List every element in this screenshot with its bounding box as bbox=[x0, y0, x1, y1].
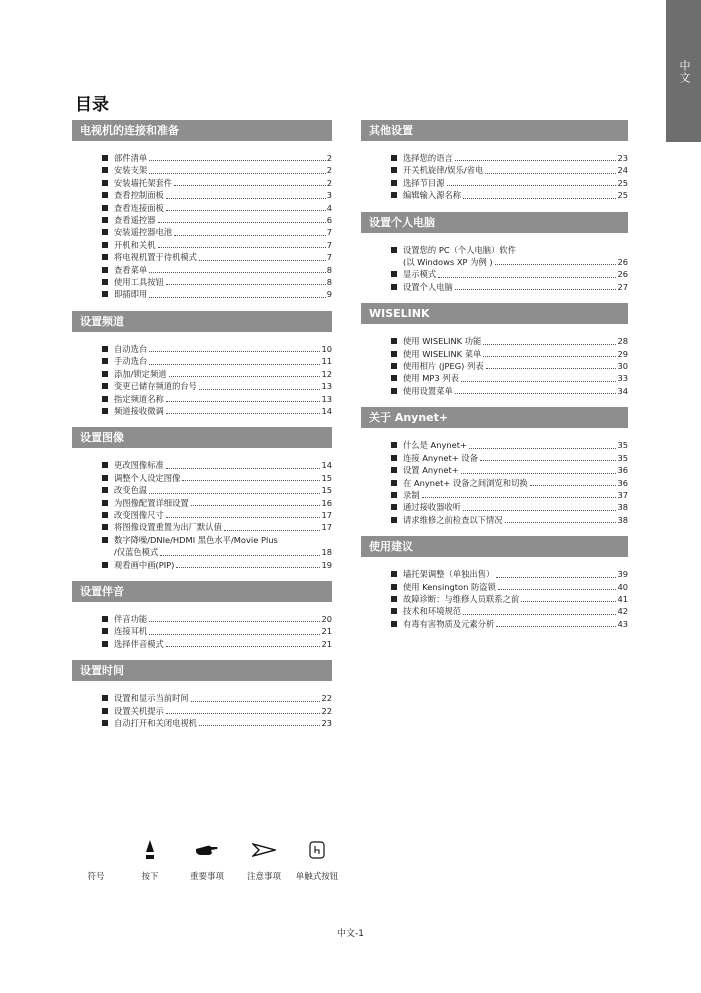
dot-leader bbox=[166, 210, 326, 211]
toc-entry-label: 自动选台 bbox=[114, 343, 148, 354]
dot-leader bbox=[149, 297, 326, 298]
toc-entry-page: 4 bbox=[326, 202, 332, 213]
toc-entry bbox=[391, 335, 628, 347]
dot-leader bbox=[530, 485, 617, 486]
dot-leader bbox=[463, 198, 616, 199]
toc-section bbox=[361, 303, 628, 397]
toc-entry-page: 8 bbox=[326, 264, 332, 275]
toc-entry bbox=[102, 459, 332, 471]
toc-entry bbox=[102, 355, 332, 367]
toc-section bbox=[72, 581, 332, 650]
dot-leader bbox=[199, 260, 326, 261]
toc-entry bbox=[102, 239, 332, 251]
dot-leader bbox=[191, 701, 321, 702]
toc-entry-label: 显示模式 bbox=[403, 269, 437, 280]
important-icon bbox=[182, 838, 232, 862]
toc-entry-label: 选择节目源 bbox=[403, 177, 445, 188]
toc-entry bbox=[102, 484, 332, 496]
toc-section bbox=[72, 120, 332, 301]
legend-item-one-touch bbox=[286, 838, 348, 882]
dot-leader bbox=[182, 480, 320, 481]
dot-leader bbox=[158, 222, 326, 223]
toc-entry-label: 开关机旋律/娱乐/省电 bbox=[403, 165, 484, 176]
toc-entry-page: 28 bbox=[617, 336, 628, 347]
toc-section bbox=[361, 407, 628, 526]
dot-leader bbox=[166, 713, 321, 714]
toc-entry bbox=[102, 251, 332, 263]
legend-item-note bbox=[238, 838, 290, 882]
toc-entry-list bbox=[72, 459, 332, 571]
dot-leader bbox=[505, 522, 617, 523]
dot-leader bbox=[149, 493, 320, 494]
dot-leader bbox=[447, 185, 617, 186]
dot-leader bbox=[166, 413, 321, 414]
toc-entry bbox=[102, 509, 332, 521]
dot-leader bbox=[495, 264, 617, 265]
toc-entry-page: 21 bbox=[321, 626, 332, 637]
toc-entry-page: 3 bbox=[326, 190, 332, 201]
toc-entry bbox=[391, 618, 628, 630]
toc-entry bbox=[391, 605, 628, 617]
toc-entry-page: 8 bbox=[326, 277, 332, 288]
dot-leader bbox=[166, 401, 321, 402]
symbol-legend bbox=[78, 838, 348, 888]
toc-entry-label: 设置个人电脑 bbox=[403, 281, 453, 292]
toc-entry bbox=[102, 264, 332, 276]
note-icon bbox=[238, 838, 290, 862]
toc-entry-list bbox=[361, 152, 628, 202]
toc-entry-label: 故障诊断：与维修人员联系之前 bbox=[403, 593, 520, 604]
toc-entry bbox=[102, 705, 332, 717]
toc-entry-label: 设置关机提示 bbox=[114, 705, 164, 716]
toc-entry bbox=[391, 439, 628, 451]
toc-entry bbox=[102, 380, 332, 392]
dot-leader bbox=[469, 448, 616, 449]
toc-entry-label: 开机和关机 bbox=[114, 239, 156, 250]
toc-entry-page: 21 bbox=[321, 638, 332, 649]
toc-entry-list bbox=[72, 343, 332, 417]
toc-entry bbox=[102, 189, 332, 201]
toc-entry-label: 使用 Kensington 防盗锁 bbox=[403, 581, 496, 592]
toc-entry-page: 38 bbox=[617, 514, 628, 525]
toc-entry bbox=[102, 613, 332, 625]
toc-entry-page: 39 bbox=[617, 569, 628, 580]
dot-leader bbox=[461, 473, 617, 474]
one-touch-button-icon bbox=[286, 838, 348, 862]
dot-leader bbox=[169, 376, 321, 377]
toc-entry-label: 观看画中画(PIP) bbox=[114, 559, 175, 570]
toc-entry-label: 部件清单 bbox=[114, 153, 148, 163]
toc-entry bbox=[102, 625, 332, 637]
toc-entry-page: 7 bbox=[326, 227, 332, 238]
toc-entry-page: 36 bbox=[617, 477, 628, 488]
toc-entry-page: 17 bbox=[321, 509, 332, 520]
toc-section bbox=[361, 536, 628, 630]
toc-entry bbox=[391, 348, 628, 360]
toc-entry-page: 41 bbox=[617, 593, 628, 604]
section-header: 设置时间 bbox=[72, 660, 332, 681]
toc-entry-label: 连接耳机 bbox=[114, 626, 148, 637]
toc-entry-page: 35 bbox=[617, 440, 628, 451]
dot-leader bbox=[483, 344, 616, 345]
toc-entry-page: 7 bbox=[326, 239, 332, 250]
toc-entry bbox=[391, 189, 628, 201]
section-header: 设置伴音 bbox=[72, 581, 332, 602]
toc-entry-label: 即插即用 bbox=[114, 289, 148, 300]
toc-entry-page: 26 bbox=[617, 269, 628, 280]
toc-entry-label: 设置和显示当前时间 bbox=[114, 693, 189, 704]
toc-entry-label: 将电视机置于待机模式 bbox=[114, 252, 197, 263]
toc-entry bbox=[391, 489, 628, 501]
dot-leader bbox=[224, 530, 321, 531]
toc-section bbox=[72, 427, 332, 571]
toc-entry bbox=[391, 477, 628, 489]
dot-leader bbox=[176, 567, 320, 568]
toc-entry-page: 13 bbox=[321, 381, 332, 392]
dot-leader bbox=[455, 160, 617, 161]
toc-entry bbox=[391, 152, 628, 164]
legend-symbol-label: 符号 bbox=[87, 872, 105, 882]
toc-entry-page: 24 bbox=[617, 165, 628, 176]
toc-entry-label: 改变色温 bbox=[114, 485, 148, 496]
toc-entry-page: 37 bbox=[617, 489, 628, 500]
toc-entry-list bbox=[72, 152, 332, 301]
dot-leader bbox=[480, 460, 617, 461]
toc-entry-page: 26 bbox=[617, 257, 628, 268]
toc-entry-label: 变更已储存频道的台号 bbox=[114, 381, 197, 392]
toc-entry bbox=[102, 692, 332, 704]
toc-entry-page: 35 bbox=[617, 452, 628, 463]
toc-entry-page: 40 bbox=[617, 581, 628, 592]
dot-leader bbox=[463, 510, 616, 511]
section-header: 设置个人电脑 bbox=[361, 212, 628, 233]
toc-entry-page: 2 bbox=[326, 177, 332, 188]
toc-entry-label: 选择您的语言 bbox=[403, 153, 453, 163]
toc-left-column bbox=[72, 120, 332, 739]
language-tab bbox=[666, 0, 701, 142]
toc-entry bbox=[102, 521, 332, 533]
language-tab-label: 中文 bbox=[678, 60, 691, 84]
dot-leader bbox=[496, 626, 616, 627]
toc-entry-label: 使用 WISELINK 菜单 bbox=[403, 348, 482, 359]
toc-entry bbox=[102, 202, 332, 214]
toc-entry bbox=[102, 559, 332, 571]
toc-entry bbox=[102, 226, 332, 238]
toc-entry bbox=[391, 164, 628, 176]
toc-entry-page: 25 bbox=[617, 190, 628, 201]
dot-leader bbox=[166, 517, 321, 518]
toc-entry bbox=[391, 452, 628, 464]
toc-section bbox=[361, 120, 628, 202]
dot-leader bbox=[174, 185, 326, 186]
toc-entry bbox=[391, 593, 628, 605]
toc-entry-label: 查看连接面板 bbox=[114, 202, 164, 213]
section-header: 其他设置 bbox=[361, 120, 628, 141]
dot-leader bbox=[521, 601, 616, 602]
toc-entry-page: 9 bbox=[326, 289, 332, 300]
dot-leader bbox=[422, 497, 617, 498]
legend-label: 单触式按钮 bbox=[295, 872, 339, 882]
toc-entry-page: 29 bbox=[617, 348, 628, 359]
toc-entry-label: 伴音功能 bbox=[114, 613, 148, 624]
toc-entry-label: 添加/锁定频道 bbox=[114, 368, 167, 379]
dot-leader bbox=[199, 389, 320, 390]
dot-leader bbox=[463, 614, 616, 615]
legend-label: 按下 bbox=[141, 872, 159, 882]
toc-entry-page: 13 bbox=[321, 393, 332, 404]
toc-entry-list bbox=[72, 692, 332, 729]
dot-leader bbox=[486, 368, 617, 369]
toc-entry-page: 22 bbox=[321, 693, 332, 704]
toc-entry-label: 自动打开和关闭电视机 bbox=[114, 718, 197, 728]
legend-item-important bbox=[182, 838, 232, 882]
legend-item-press bbox=[130, 838, 170, 882]
toc-entry-label: 查看菜单 bbox=[114, 264, 148, 275]
toc-entry bbox=[391, 244, 628, 269]
toc-entry-label: 设置您的 PC（个人电脑）软件 bbox=[403, 244, 516, 255]
dot-leader bbox=[191, 505, 321, 506]
page-number: 中文-1 bbox=[337, 929, 364, 939]
toc-entry-line bbox=[114, 546, 332, 558]
section-header: 电视机的连接和准备 bbox=[72, 120, 332, 141]
toc-right-column bbox=[361, 120, 628, 640]
toc-entry-label: 手动选台 bbox=[114, 356, 148, 367]
toc-entry-list bbox=[361, 439, 628, 526]
toc-entry-page: 36 bbox=[617, 465, 628, 476]
section-header: 关于 Anynet+ bbox=[361, 407, 628, 428]
toc-entry-label: 使用设置菜单 bbox=[403, 385, 453, 396]
toc-entry-page: 14 bbox=[321, 405, 332, 416]
toc-entry-label: 更改图像标准 bbox=[114, 460, 164, 471]
toc-entry-page: 15 bbox=[321, 472, 332, 483]
toc-entry-label: 使用相片 (JPEG) 列表 bbox=[403, 361, 484, 372]
toc-entry-label: 频道接收微调 bbox=[114, 405, 164, 416]
toc-entry-label: 有毒有害物质及元素分析 bbox=[403, 618, 495, 629]
toc-entry-page: 19 bbox=[321, 559, 332, 570]
dot-leader bbox=[149, 621, 320, 622]
dot-leader bbox=[438, 277, 616, 278]
legend-label: 注意事项 bbox=[246, 872, 281, 882]
toc-entry-page: 12 bbox=[321, 368, 332, 379]
legend-label: 重要事项 bbox=[189, 872, 224, 882]
toc-entry-page: 23 bbox=[617, 153, 628, 163]
toc-entry-list bbox=[361, 568, 628, 630]
toc-entry bbox=[102, 343, 332, 355]
dot-leader bbox=[166, 198, 326, 199]
toc-entry-page: 2 bbox=[326, 165, 332, 176]
page-title: 目录 bbox=[75, 95, 109, 115]
toc-entry bbox=[391, 581, 628, 593]
toc-entry-page: 22 bbox=[321, 705, 332, 716]
toc-entry bbox=[102, 214, 332, 226]
section-header: 使用建议 bbox=[361, 536, 628, 557]
toc-entry-label-cont: (以 Windows XP 为例 ) bbox=[403, 257, 493, 268]
toc-entry bbox=[102, 276, 332, 288]
toc-entry bbox=[391, 281, 628, 293]
dot-leader bbox=[166, 468, 321, 469]
section-header: 设置频道 bbox=[72, 311, 332, 332]
toc-entry-label: 连接 Anynet+ 设备 bbox=[403, 452, 478, 463]
toc-entry-label: 使用 WISELINK 功能 bbox=[403, 336, 482, 347]
dot-leader bbox=[483, 356, 616, 357]
toc-entry-label: 什么是 Anynet+ bbox=[403, 440, 467, 451]
toc-entry-label: 通过接收器收听 bbox=[403, 502, 462, 513]
toc-entry-label: 数字降噪/DNIe/HDMI 黑色水平/Movie Plus bbox=[114, 534, 278, 545]
toc-entry-label: 安装遥控器电池 bbox=[114, 227, 173, 238]
toc-entry bbox=[391, 268, 628, 280]
toc-entry bbox=[102, 534, 332, 559]
toc-entry-label: 将图像设置重置为出厂默认值 bbox=[114, 522, 222, 533]
toc-entry bbox=[102, 405, 332, 417]
toc-entry bbox=[391, 372, 628, 384]
toc-entry bbox=[102, 164, 332, 176]
toc-section bbox=[361, 212, 628, 294]
dot-leader bbox=[174, 235, 326, 236]
toc-entry-label: 查看控制面板 bbox=[114, 190, 164, 201]
toc-entry-page: 16 bbox=[321, 497, 332, 508]
toc-entry bbox=[102, 472, 332, 484]
toc-entry bbox=[391, 177, 628, 189]
toc-entry-label: 请求维修之前检查以下情况 bbox=[403, 514, 503, 525]
section-header: 设置图像 bbox=[72, 427, 332, 448]
toc-entry-label: 录制 bbox=[403, 489, 420, 500]
toc-entry-page: 30 bbox=[617, 361, 628, 372]
dot-leader bbox=[485, 173, 616, 174]
toc-entry bbox=[391, 568, 628, 580]
toc-entry-page: 10 bbox=[321, 343, 332, 354]
toc-entry-label: 指定频道名称 bbox=[114, 393, 164, 404]
toc-entry-page: 27 bbox=[617, 281, 628, 292]
toc-entry bbox=[102, 177, 332, 189]
toc-entry bbox=[102, 288, 332, 300]
toc-entry-page: 23 bbox=[321, 718, 332, 728]
dot-leader bbox=[199, 725, 320, 726]
dot-leader bbox=[158, 247, 326, 248]
toc-entry-page: 25 bbox=[617, 177, 628, 188]
toc-entry-page: 17 bbox=[321, 522, 332, 533]
press-icon bbox=[130, 838, 170, 862]
toc-entry-label: 为图像配置详细设置 bbox=[114, 497, 189, 508]
toc-entry-page: 42 bbox=[617, 606, 628, 617]
toc-entry-label: 墙托架调整（单独出售） bbox=[403, 569, 495, 580]
toc-section bbox=[72, 660, 332, 729]
toc-entry-page: 34 bbox=[617, 385, 628, 396]
dot-leader bbox=[455, 393, 617, 394]
toc-entry-page: 15 bbox=[321, 485, 332, 496]
toc-entry bbox=[102, 638, 332, 650]
toc-entry-label: 使用工具按钮 bbox=[114, 277, 164, 288]
dot-leader bbox=[166, 646, 321, 647]
toc-entry-page: 43 bbox=[617, 618, 628, 629]
toc-entry bbox=[102, 368, 332, 380]
dot-leader bbox=[149, 173, 326, 174]
toc-entry bbox=[391, 501, 628, 513]
toc-entry-list bbox=[72, 613, 332, 650]
toc-entry-page: 2 bbox=[326, 153, 332, 163]
toc-entry-page: 33 bbox=[617, 373, 628, 384]
toc-entry-label: 查看遥控器 bbox=[114, 215, 156, 226]
toc-entry-label: 设置 Anynet+ bbox=[403, 465, 459, 476]
dot-leader bbox=[166, 284, 326, 285]
toc-entry-label: 安装支架 bbox=[114, 165, 148, 176]
toc-entry-list bbox=[361, 335, 628, 397]
toc-entry bbox=[391, 514, 628, 526]
dot-leader bbox=[149, 364, 320, 365]
toc-entry bbox=[391, 385, 628, 397]
legend-symbol bbox=[78, 838, 114, 882]
toc-entry-page: 11 bbox=[321, 356, 332, 367]
toc-entry bbox=[102, 393, 332, 405]
toc-entry-page: 20 bbox=[321, 613, 332, 624]
dot-leader bbox=[496, 577, 616, 578]
toc-entry bbox=[102, 497, 332, 509]
section-header: WISELINK bbox=[361, 303, 628, 324]
toc-entry-label: 技术和环境规范 bbox=[403, 606, 462, 617]
toc-entry bbox=[391, 464, 628, 476]
toc-entry-line bbox=[403, 256, 628, 268]
toc-entry-label-cont: /仅蓝色模式 bbox=[114, 547, 159, 558]
dot-leader bbox=[461, 381, 617, 382]
dot-leader bbox=[160, 555, 320, 556]
toc-entry-label: 安装墙托架套件 bbox=[114, 177, 173, 188]
toc-entry-label: 使用 MP3 列表 bbox=[403, 373, 459, 384]
toc-entry-label: 改变图像尺寸 bbox=[114, 509, 164, 520]
dot-leader bbox=[149, 351, 320, 352]
toc-entry-page: 14 bbox=[321, 460, 332, 471]
toc-section bbox=[72, 311, 332, 417]
dot-leader bbox=[149, 634, 320, 635]
toc-entry bbox=[102, 717, 332, 729]
toc-entry-label: 选择伴音模式 bbox=[114, 638, 164, 649]
toc-entry bbox=[102, 152, 332, 164]
toc-entry-page: 7 bbox=[326, 252, 332, 263]
toc-entry-list bbox=[361, 244, 628, 294]
toc-entry-label: 在 Anynet+ 设备之间浏览和切换 bbox=[403, 477, 528, 488]
toc-entry bbox=[391, 360, 628, 372]
toc-entry-page: 18 bbox=[321, 547, 332, 558]
dot-leader bbox=[455, 289, 617, 290]
toc-entry-label: 编辑输入源名称 bbox=[403, 190, 462, 201]
toc-entry-page: 6 bbox=[326, 215, 332, 226]
dot-leader bbox=[149, 272, 326, 273]
toc-entry-page: 38 bbox=[617, 502, 628, 513]
dot-leader bbox=[149, 160, 326, 161]
dot-leader bbox=[498, 589, 617, 590]
toc-entry-label: 调整个人设定图像 bbox=[114, 472, 181, 483]
